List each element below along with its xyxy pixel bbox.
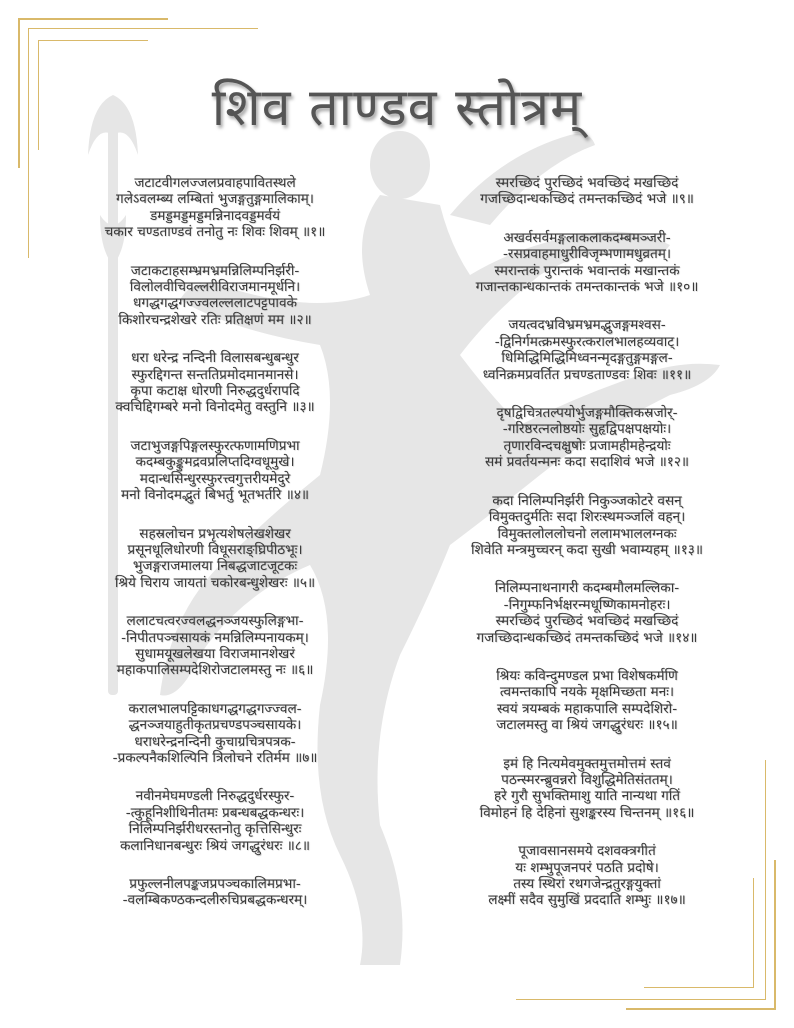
verse-line: श्रिये चिराय जायतां चकोरबन्धुशेखरः ॥५॥ xyxy=(114,574,316,591)
verse-14 xyxy=(397,580,777,646)
verse-line: भुजङ्गराजमालया निबद्धजाटजूटकः xyxy=(132,558,298,575)
verse-line: -निपीतपञ्चसायकं नमन्निलिम्पनायकम्। xyxy=(121,629,309,646)
verse-line: इमं हि नित्यमेवमुक्तमुत्तमोत्तमं स्तवं xyxy=(503,755,671,772)
verse-line: गजच्छिदान्धकच्छिदं तमन्तकच्छिदं भजे ॥१४॥ xyxy=(476,629,698,646)
verse-line: सुधामयूखलेखया विराजमानशेखरं xyxy=(135,645,295,662)
verse-line: नवीनमेघमण्डली निरुद्धदुर्धरस्फुर- xyxy=(135,788,295,805)
verse-line: चकार चण्डताण्डवं तनोतु नः शिवः शिवम् ॥१॥ xyxy=(104,224,326,241)
verse-line: धरा धरेन्द्र नन्दिनी विलासबन्धुबन्धुर xyxy=(131,350,299,367)
verse-line: त्वमन्तकापि नयके मृक्षमिच्छता मनः। xyxy=(499,684,675,701)
page-title: शिव ताण्डव स्तोत्रम् xyxy=(211,78,583,138)
verse-line: जटाभुजङ्गपिङ्गलस्फुरत्फणामणिप्रभा xyxy=(130,437,300,454)
verse-line: जटालमस्तु वा श्रियं जगद्धुरंधरः ॥१५॥ xyxy=(496,717,678,734)
verse-line: जयत्वदभ्रविभ्रमभ्रमद्भुजङ्गमश्वस- xyxy=(508,317,666,334)
verse-line: विमोहनं हि देहिनां सुशङ्करस्य चिन्तनम् ॥१६॥ xyxy=(479,804,695,821)
verse-line: कृपा कटाक्ष धोरणी निरुद्धदुर्धरापदि xyxy=(130,383,300,400)
left-column xyxy=(25,175,405,931)
verse-line: कलानिधानबन्धुरः श्रियं जगद्धुरंधरः ॥८॥ xyxy=(119,837,311,854)
verse-line: क्वचिद्दिगम्बरे मनो विनोदमेतु वस्तुनि ॥३॥ xyxy=(115,399,315,416)
verse-2 xyxy=(25,263,405,329)
verse-line: विमुक्तदुर्मतिः सदा शिरःस्थमञ्जलिं वहन्। xyxy=(488,509,686,526)
verse-line: -गरिष्ठरत्नलोष्ठयोः सुहृद्विपक्षपक्षयोः। xyxy=(502,421,672,438)
verse-6 xyxy=(25,613,405,679)
right-column xyxy=(397,175,777,931)
verse-line: स्फुरद्दिगन्त सन्ततिप्रमोदमानमानसे। xyxy=(131,366,299,383)
verse-line: अखर्वसर्वमङ्गलाकलाकदम्बमञ्जरी- xyxy=(503,229,671,246)
verse-3 xyxy=(25,350,405,416)
verse-9-start xyxy=(25,876,405,909)
verse-line: पूजावसानसमये दशवक्त्रगीतं xyxy=(518,843,656,860)
verse-line: यः शम्भुपूजनपरं पठति प्रदोषे। xyxy=(515,859,659,876)
frame-bottom-right-horizontal-middle xyxy=(516,998,766,1000)
verse-line: धगद्धगद्धगज्ज्वलल्ललाटपट्टपावके xyxy=(133,295,297,312)
verse-13 xyxy=(397,493,777,559)
verse-line: किशोरचन्द्रशेखरे रतिः प्रतिक्षणं मम ॥२॥ xyxy=(118,311,312,328)
verse-line: -त्कुहूनिशीथिनीतमः प्रबन्धबद्धकन्धरः। xyxy=(125,804,305,821)
verse-15 xyxy=(397,668,777,734)
verse-line: स्वयं त्रयम्बकं महाकपालि सम्पदेशिरो- xyxy=(496,700,678,717)
verse-line: विलोलवीचिवल्लरीविराजमानमूर्धनि। xyxy=(129,279,301,296)
verse-line: श्रियः कविन्दुमण्डल प्रभा विशेषकर्मणि xyxy=(496,667,678,684)
verse-line: -वलम्बिकण्ठकन्दलीरुचिप्रबद्धकन्धरम्। xyxy=(122,892,308,909)
verse-line: धराधरेन्द्रनन्दिनी कुचाग्रचित्रपत्रक- xyxy=(134,733,296,750)
verse-12 xyxy=(397,405,777,471)
verse-line: -प्रकल्पनैकशिल्पिनि त्रिलोचने रतिर्मम ॥७॥ xyxy=(112,749,318,766)
verse-line: ध्वनिक्रमप्रवर्तित प्रचण्डताण्डवः शिवः ॥११॥ xyxy=(482,366,692,383)
verse-line: स्मरान्तकं पुरान्तकं भवान्तकं मखान्तकं xyxy=(494,262,680,279)
verse-line: ललाटचत्वरज्वलद्धनञ्जयस्फुलिङ्गभा- xyxy=(126,613,304,630)
verse-1 xyxy=(25,175,405,241)
verse-10 xyxy=(397,230,777,296)
verse-line: महाकपालिसम्पदेशिरोजटालमस्तु नः ॥६॥ xyxy=(116,662,314,679)
verse-line: विमुक्तलोललोचनो ललामभाललग्नकः xyxy=(497,525,677,542)
verse-7 xyxy=(25,701,405,767)
verse-line: -निगुम्फनिर्भक्षरन्मधूष्णिकामनोहरः। xyxy=(503,596,671,613)
verse-line: शिवेति मन्त्रमुच्चरन् कदा सुखी भवाम्यहम् ॥१३॥ xyxy=(471,541,703,558)
verse-line: हरे गुरौ सुभक्तिमाशु याति नान्यथा गतिं xyxy=(493,788,681,805)
verse-11 xyxy=(397,317,777,383)
verse-line: गलेऽवलम्ब्य लम्बितां भुजङ्गतुङ्गमालिकाम्। xyxy=(116,191,314,208)
frame-top-left-horizontal-outer xyxy=(18,18,168,21)
verse-line: पठन्स्मरन्ब्रुवन्नरो विशुद्धिमेतिसंततम्। xyxy=(501,771,673,788)
verse-line: प्रसूनधूलिधोरणी विधूसराङ्घ्रिपीठभूः। xyxy=(127,541,303,558)
verse-line: कदा निलिम्पनिर्झरी निकुञ्जकोटरे वसन् xyxy=(492,492,682,509)
verse-8 xyxy=(25,788,405,854)
verse-line: लक्ष्मीं सदैव सुमुखिं प्रददाति शम्भुः ॥१७॥ xyxy=(488,892,686,909)
verse-line: मदान्धसिन्धुरस्फुरत्त्वगुत्तरीयमेदुरे xyxy=(139,470,291,487)
verse-line: समं प्रवर्तयन्मनः कदा सदाशिवं भजे ॥१२॥ xyxy=(484,454,690,471)
frame-bottom-right-horizontal-outer xyxy=(626,1007,776,1010)
verse-line: मनो विनोदमद्भुतं बिभर्तु भूतभर्तरि ॥४॥ xyxy=(120,487,310,504)
verse-line: स्मरच्छिदं पुरच्छिदं भवच्छिदं मखच्छिदं xyxy=(495,613,679,630)
verse-line: सहस्रलोचन प्रभृत्यशेषलेखशेखर xyxy=(139,525,291,542)
verse-line: -रसप्रवाहमाधुरीविजृम्भणामधुव्रतम्। xyxy=(502,246,671,263)
verse-5 xyxy=(25,526,405,592)
verse-16 xyxy=(397,756,777,822)
verse-line: जटाटवीगलज्जलप्रवाहपावितस्थले xyxy=(134,175,296,191)
verse-line: निलिम्पनिर्झरीधरस्तनोतु कृत्तिसिन्धुरः xyxy=(128,821,302,838)
verse-line: दृषद्विचित्रतल्पयोर्भुजङ्गमौक्तिकस्रजोर्- xyxy=(496,405,678,422)
verse-line: तृणारविन्दचक्षुषोः प्रजामहीमहेन्द्रयोः xyxy=(503,437,671,454)
frame-bottom-right-horizontal-inner xyxy=(644,986,754,988)
verse-17 xyxy=(397,843,777,909)
frame-top-left-horizontal-inner xyxy=(38,40,148,42)
verse-line: द्धनञ्जयाहुतीकृतप्रचण्डपञ्चसायके। xyxy=(128,717,302,734)
verse-line: स्मरच्छिदं पुरच्छिदं भवच्छिदं मखच्छिदं xyxy=(495,175,679,191)
verse-line: करालभालपट्टिकाधगद्धगद्धगज्ज्वल- xyxy=(128,700,302,717)
verse-line: गजान्तकान्धकान्तकं तमन्तकान्तकं भजे ॥१०॥ xyxy=(475,279,699,296)
verse-line: प्रफुल्लनीलपङ्कजप्रपञ्चकालिमप्रभा- xyxy=(129,876,301,892)
verse-line: जटाकटाहसम्भ्रमभ्रमन्निलिम्पनिर्झरी- xyxy=(130,262,300,279)
frame-top-left-horizontal-middle xyxy=(28,28,258,30)
verse-line: कदम्बकुङ्कुमद्रवप्रलिप्तदिग्वधूमुखे। xyxy=(135,454,295,471)
verse-line: गजच्छिदान्धकच्छिदं तमन्तकच्छिदं भजे ॥९॥ xyxy=(480,191,694,208)
verse-line: -द्विनिर्गमत्क्रमस्फुरत्करालभालहव्यवाट्। xyxy=(494,333,680,350)
verse-line: डमड्डमड्डमड्डमन्निनादवड्डमर्वयं xyxy=(150,207,280,224)
verse-9-end xyxy=(397,175,777,208)
verse-line: तस्य स्थिरां रथगजेन्द्रतुरङ्गयुक्तां xyxy=(513,876,661,892)
verse-line: धिमिद्धिमिद्धिमिध्वनन्मृदङ्गतुङ्गमङ्गल- xyxy=(501,350,673,367)
verse-line: निलिम्पनाथनागरी कदम्बमौलमल्लिका- xyxy=(494,580,680,597)
verse-4 xyxy=(25,438,405,504)
